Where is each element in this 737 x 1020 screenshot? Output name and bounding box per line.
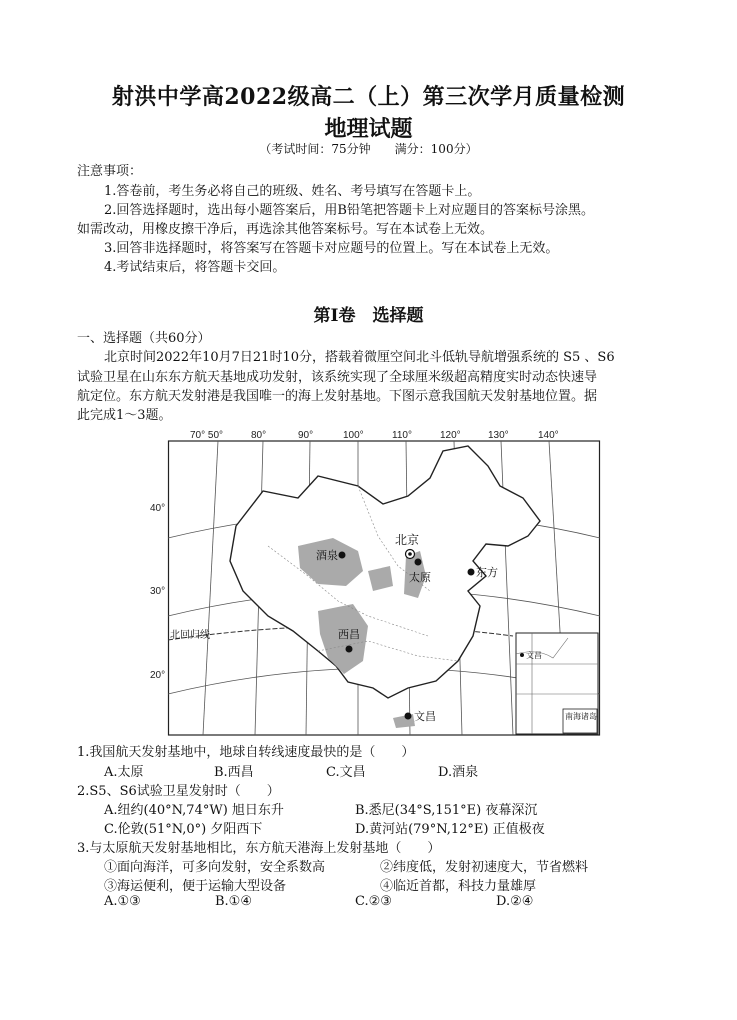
exam-meta: （考试时间：75分钟 满分：100分） [259,142,478,156]
map-lon-label: 90° [298,430,314,441]
xichang-marker [346,646,353,653]
question-2-stem: 2.S5、S6试验卫星发射时（ ） [77,784,280,799]
question-3-statement: ②纬度低，发射初速度大，节省燃料 [380,860,589,875]
map-lon-label: 120° [440,430,461,441]
question-3-option: A.①③ [104,894,141,909]
question-1-option: D.酒泉 [438,765,479,780]
question-2-option: C.伦敦(51°N,0°) 夕阳西下 [104,822,263,837]
question-1-option: C.文昌 [326,765,366,780]
section-part: 一、选择题（共60分） [77,331,211,346]
map-lon-label: 70° 50° [190,430,224,441]
question-3-statement: ①面向海洋，可多向发射，安全系数高 [104,860,326,875]
city-label: 酒泉 [316,549,338,562]
city-label: 北京 [395,533,420,547]
question-2-option: A.纽约(40°N,74°W) 旭日东升 [104,803,284,818]
jiuquan-marker [339,552,346,559]
question-2-option: D.黄河站(79°N,12°E) 正值极夜 [355,822,545,837]
exam-subject: 地理试题 [324,116,413,142]
city-label: 东方 [476,566,498,579]
question-1-stem: 1.我国航天发射基地中，地球自转线速度最快的是（ ） [77,745,415,760]
map-lon-label: 130° [488,430,509,441]
city-label: 太原 [409,571,431,584]
inset-city-label: 文昌 [526,651,542,660]
map-lon-label: 140° [538,430,559,441]
question-1-option: B.西昌 [214,765,254,780]
dongfang-marker [468,569,475,576]
exam-title: 射洪中学高2022级高二（上）第三次学月质量检测 [111,84,626,110]
taiyuan-marker [415,559,422,566]
question-3-option: D.②④ [496,894,534,909]
question-1-option: A.太原 [104,765,144,780]
notes-heading: 注意事项： [77,164,143,179]
question-3-option: C.②③ [355,894,392,909]
map-lon-label: 110° [392,430,412,441]
passage-line: 此完成1～3题。 [77,408,172,423]
note-item: 如需改动，用橡皮擦干净后，再选涂其他答案标号。写在本试卷上无效。 [77,222,494,237]
question-3-statement: ④临近首都，科技力量雄厚 [380,879,537,894]
map-lat-label: 40° [150,503,166,514]
city-label: 文昌 [414,710,436,723]
city-label: 西昌 [338,628,360,641]
passage-line: 航定位。东方航天发射港是我国唯一的海上发射基地。下图示意我国航天发射基地位置。据 [77,389,598,404]
passage-line: 试验卫星在山东东方航天基地成功发射，该系统实现了全球厘米级超高精度实时动态快速导 [77,370,598,385]
note-item: 4.考试结束后，将答题卡交回。 [104,260,286,275]
map-lon-label: 80° [251,430,267,441]
tropic-label: 北回归线 [170,630,210,641]
passage-line: 北京时间2022年10月7日21时10分，搭载着微厘空间北斗低轨导航增强系统的 S5 、S6 [104,350,615,365]
question-2-option: B.悉尼(34°S,151°E) 夜幕深沉 [355,803,538,818]
inset-label-line: 南海诸岛 [565,712,597,721]
map-lat-label: 30° [150,586,166,597]
note-item: 2.回答选择题时，选出每小题答案后，用B铅笔把答题卡上对应题目的答案标号涂黑。 [104,203,594,218]
map-lat-label: 20° [150,670,166,681]
wenchang-marker [405,713,412,720]
question-3-stem: 3.与太原航天发射基地相比，东方航天港海上发射基地（ ） [77,841,441,856]
note-item: 1.答卷前，考生务必将自己的班级、姓名、考号填写在答题卡上。 [104,184,481,199]
launch-site-map [150,426,600,736]
map-lon-label: 100° [343,430,364,441]
question-3-option: B.①④ [215,894,252,909]
note-item: 3.回答非选择题时，将答案写在答题卡对应题号的位置上。写在本试卷上无效。 [104,241,559,256]
section-title: 第I卷 选择题 [313,306,424,326]
question-3-statement: ③海运便利，便于运输大型设备 [104,879,287,894]
